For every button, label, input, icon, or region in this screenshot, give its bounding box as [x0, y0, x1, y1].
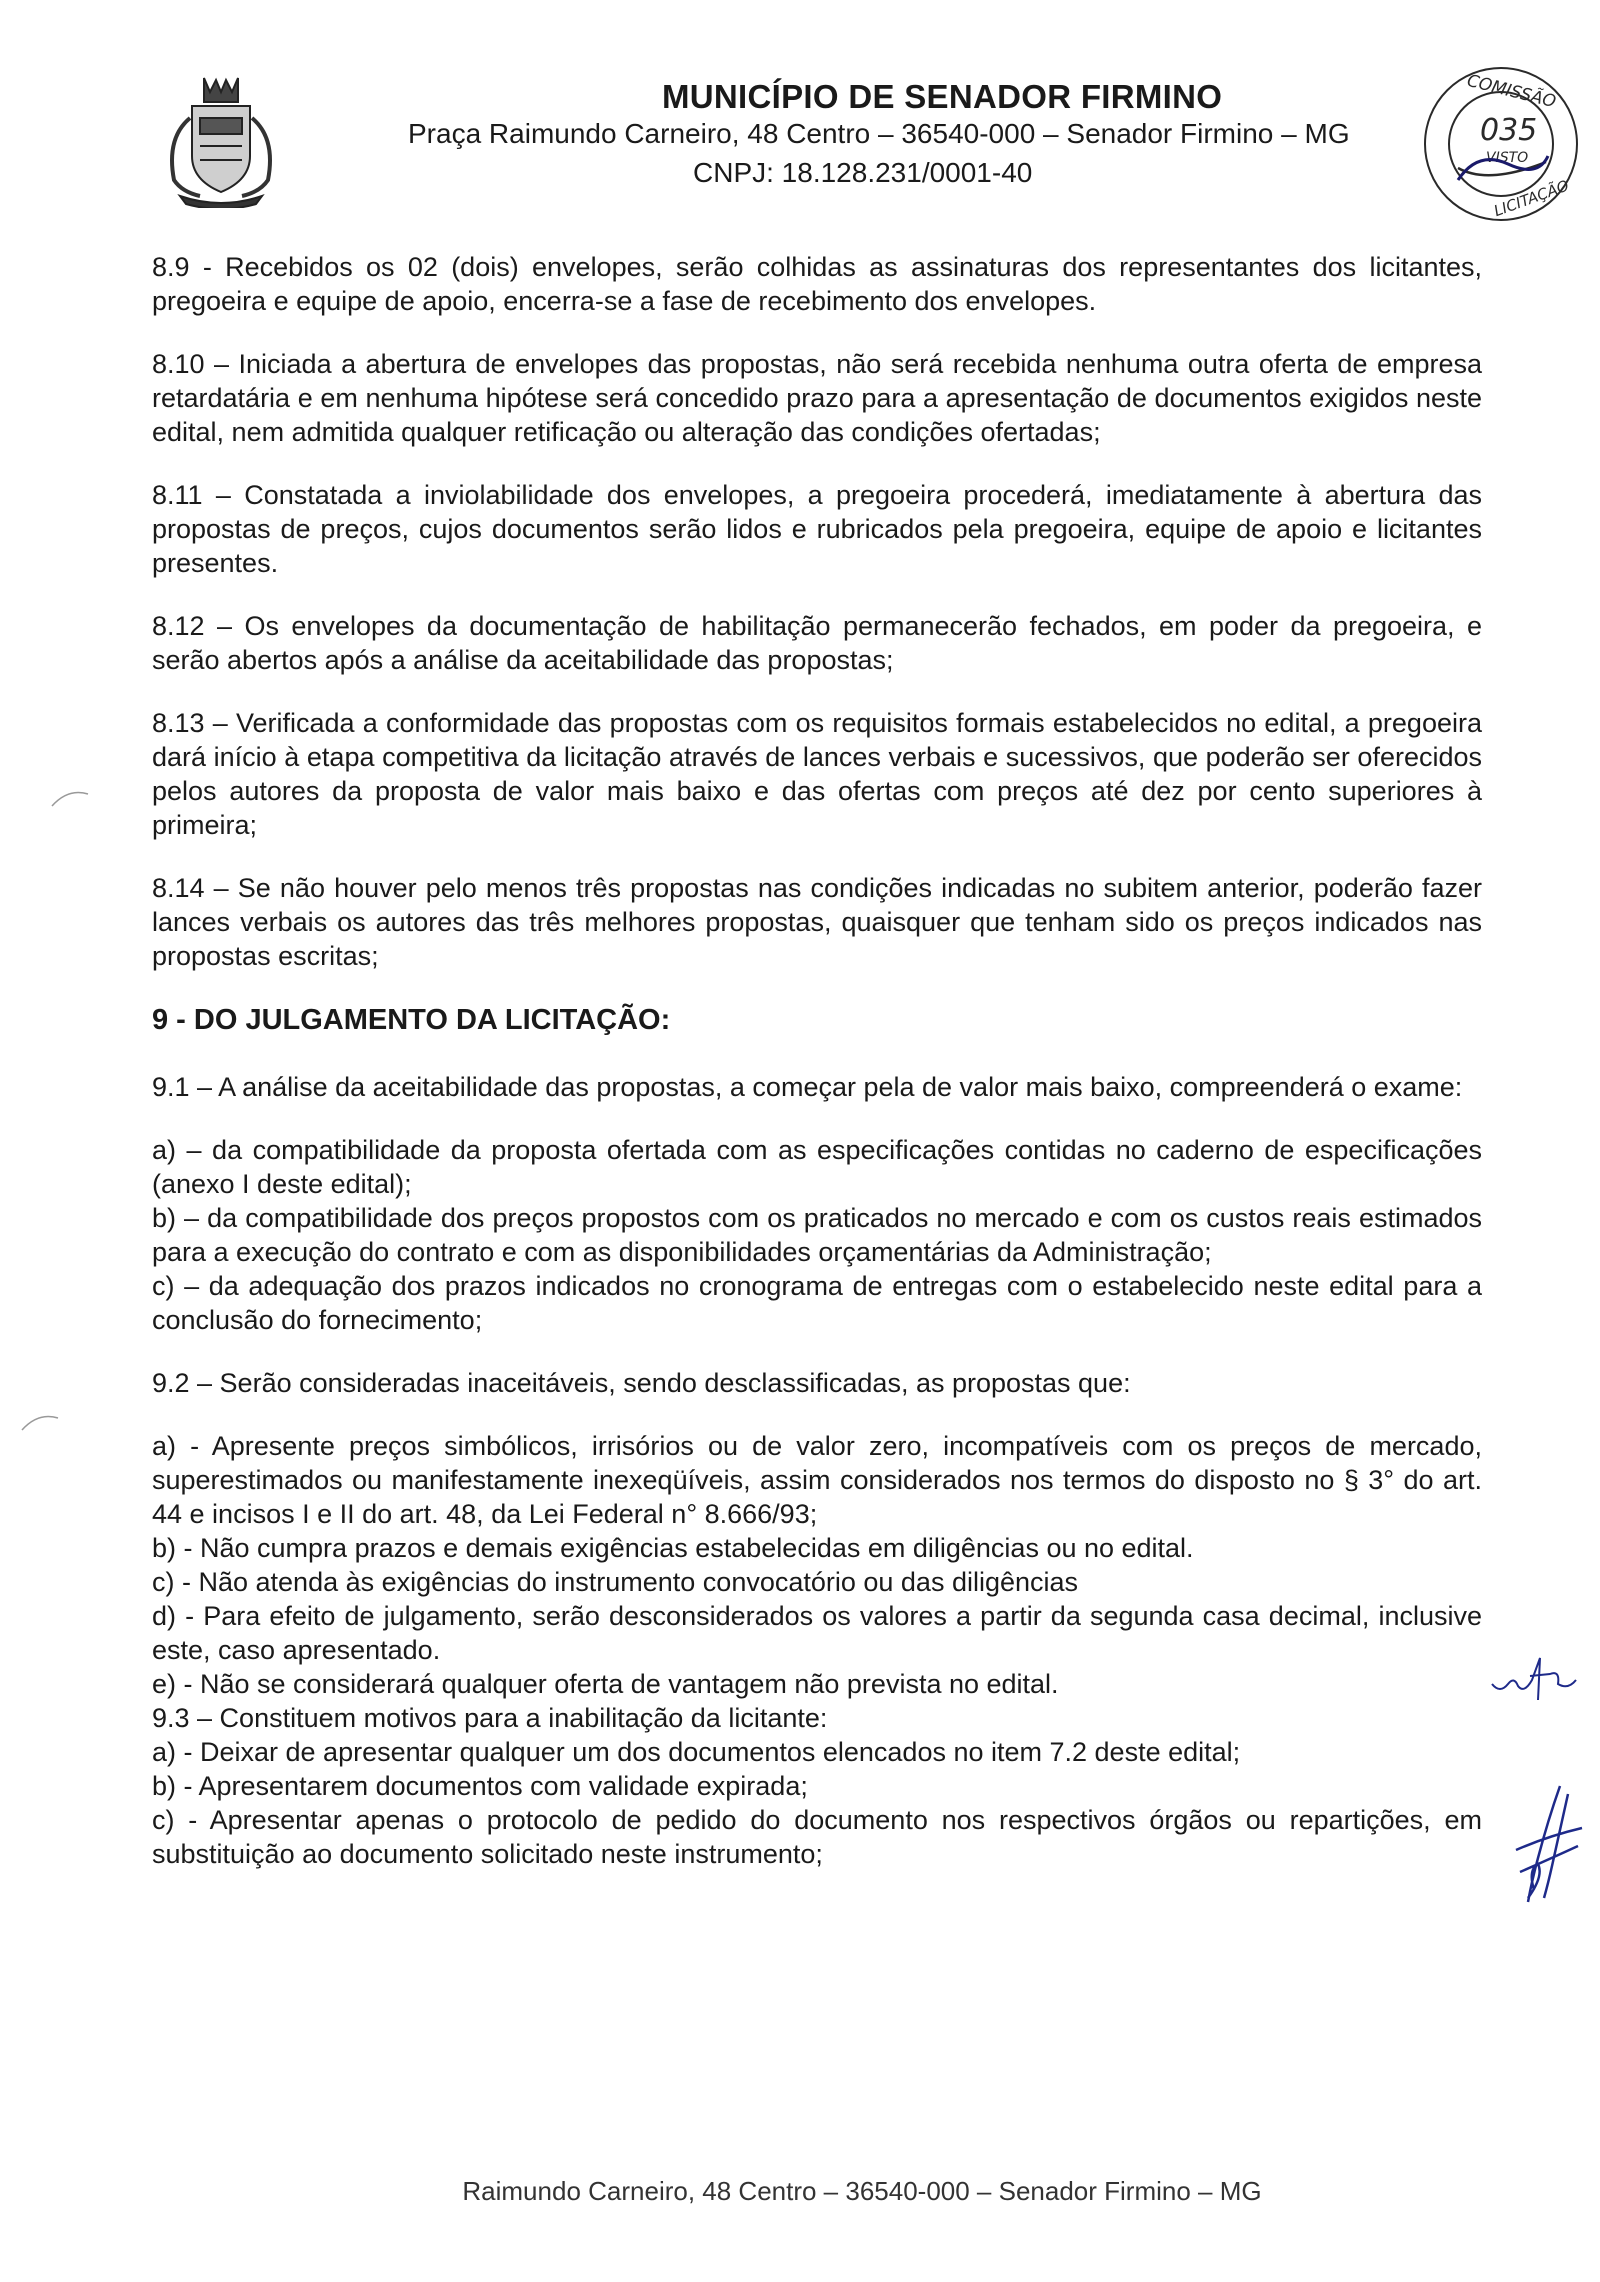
svg-text:035: 035	[1480, 113, 1538, 148]
coat-of-arms-emblem	[152, 68, 290, 208]
paragraph-9-3: 9.3 – Constituem motivos para a inabilitação da licitante:	[152, 1703, 828, 1733]
section-heading: 9 - DO JULGAMENTO DA LICITAÇÃO:	[152, 1004, 671, 1036]
list-item: a) - Deixar de apresentar qualquer um dos documentos elencados no item 7.2 deste edital;	[152, 1737, 1241, 1767]
list-item: b) - Apresentarem documentos com validade expirada;	[152, 1771, 808, 1801]
paragraph-8-11: 8.11 – Constatada a inviolabilidade dos envelopes, a pregoeira procederá, imediatamente à abertura das propostas de preços, cujos documentos serão lidos e rubricados pela pregoeira, equipe de apoio e licitantes presentes.	[152, 480, 1482, 578]
list-item: d) - Para efeito de julgamento, serão desconsiderados os valores a partir da segunda casa decimal, inclusive este, caso apresentado.	[152, 1601, 1482, 1665]
municipality-cnpj: CNPJ: 18.128.231/0001-40	[693, 157, 1033, 188]
initials-signature	[1488, 1650, 1580, 1704]
margin-mark	[18, 1410, 62, 1434]
commission-stamp	[1418, 60, 1584, 228]
margin-mark	[48, 786, 92, 810]
footer-address: Raimundo Carneiro, 48 Centro – 36540-000 – Senador Firmino – MG	[462, 2176, 1262, 2206]
letterhead	[0, 0, 1600, 230]
list-item: a) – da compatibilidade da proposta ofertada com as especificações contidas no caderno de especificações (anexo I deste edital);	[152, 1135, 1482, 1199]
list-item: c) – da adequação dos prazos indicados no cronograma de entregas com o estabelecido neste edital para a conclusão do fornecimento;	[152, 1271, 1482, 1335]
list-item: e) - Não se considerará qualquer oferta de vantagem não prevista no edital.	[152, 1669, 1059, 1699]
handwritten-signature	[1508, 1780, 1588, 1910]
page-footer	[0, 2176, 1600, 2207]
list-item: b) – da compatibilidade dos preços propostos com os praticados no mercado e com os custos reais estimados para a execução do contrato e com as disponibilidades orçamentárias da Administração;	[152, 1203, 1482, 1267]
paragraph-8-10: 8.10 – Iniciada a abertura de envelopes das propostas, não será recebida nenhuma outra oferta de empresa retardatária e em nenhuma hipótese será concedido prazo para a apresentação de documentos exigidos neste edital, nem admitida qualquer retificação ou alteração das condições ofertadas;	[152, 349, 1482, 447]
paragraph-8-12: 8.12 – Os envelopes da documentação de habilitação permanecerão fechados, em poder da pregoeira, e serão abertos após a análise da aceitabilidade das propostas;	[152, 611, 1482, 675]
paragraph-8-14: 8.14 – Se não houver pelo menos três propostas nas condições indicadas no subitem anterior, poderão fazer lances verbais os autores das três melhores propostas, quaisquer que tenham sido os preços indicados nas propostas escritas;	[152, 873, 1482, 971]
list-item: c) - Apresentar apenas o protocolo de pedido do documento nos respectivos órgãos ou repartições, em substituição ao documento solicitado neste instrumento;	[152, 1805, 1482, 1869]
municipality-title: MUNICÍPIO DE SENADOR FIRMINO	[662, 78, 1223, 115]
list-item: a) - Apresente preços simbólicos, irrisórios ou de valor zero, incompatíveis com os preços de mercado, superestimados ou manifestamente inexeqüíveis, assim considerados nos termos do disposto no § 3° do art. 44 e incisos I e II do art. 48, da Lei Federal n° 8.666/93;	[152, 1431, 1482, 1529]
paragraph-8-9: 8.9 - Recebidos os 02 (dois) envelopes, serão colhidas as assinaturas dos representantes dos licitantes, pregoeira e equipe de apoio, encerra-se a fase de recebimento dos envelopes.	[152, 252, 1482, 316]
svg-text:VISTO: VISTO	[1486, 150, 1529, 166]
svg-text:COMISSÃO: COMISSÃO	[1464, 70, 1558, 113]
municipality-address: Praça Raimundo Carneiro, 48 Centro – 36540-000 – Senador Firmino – MG	[408, 118, 1350, 149]
paragraph-9-1: 9.1 – A análise da aceitabilidade das propostas, a começar pela de valor mais baixo, compreenderá o exame:	[152, 1072, 1463, 1102]
paragraph-8-13: 8.13 – Verificada a conformidade das propostas com os requisitos formais estabelecidos no edital, a pregoeira dará início à etapa competitiva da licitação através de lances verbais e sucessivos, que poderão ser oferecidos pelos autores da proposta de valor mais baixo e das ofertas com preços até dez por cento superiores à primeira;	[152, 708, 1482, 840]
svg-text:LICITAÇÃO: LICITAÇÃO	[1491, 176, 1572, 221]
list-item: b) - Não cumpra prazos e demais exigências estabelecidas em diligências ou no edital.	[152, 1533, 1194, 1563]
document-body	[152, 250, 1482, 1871]
list-item: c) - Não atenda às exigências do instrumento convocatório ou das diligências	[152, 1567, 1079, 1597]
paragraph-9-2: 9.2 – Serão consideradas inaceitáveis, sendo desclassificadas, as propostas que:	[152, 1368, 1131, 1398]
